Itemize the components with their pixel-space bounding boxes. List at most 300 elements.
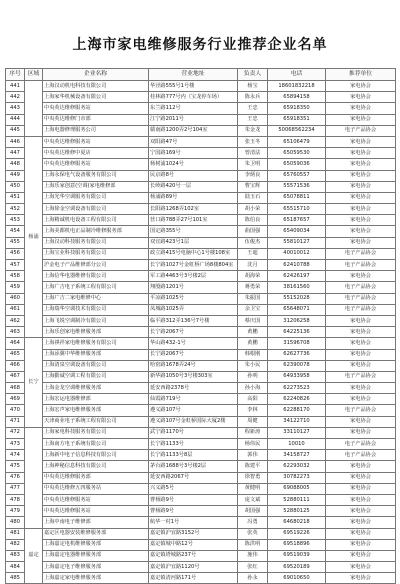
business-address: 嘉定镇清河路171号 [149, 573, 238, 584]
table-row [6, 248, 396, 259]
table-row [6, 148, 396, 159]
table-row [6, 81, 396, 92]
row-index: 470 [6, 405, 25, 416]
phone-number: 62627736 [268, 349, 326, 360]
business-address: 新华路1050号3号楼303室 [149, 371, 238, 382]
company-name: 中央英达维修服务站 [43, 494, 149, 505]
recommending-unit: 家电协会 [326, 427, 396, 438]
recommending-unit: 家电协会 [326, 528, 396, 539]
company-name: 上海徐金空调设备有限公司 [43, 204, 149, 215]
legal-representative: 朱小民 [238, 360, 268, 371]
legal-representative: 陈伯良 [238, 215, 268, 226]
table-row [6, 450, 396, 461]
table-row [6, 136, 396, 147]
recommending-unit: 家电协会 [326, 226, 396, 237]
legal-representative: 朱金龙 [238, 125, 268, 136]
table-row [6, 573, 396, 584]
recommending-unit: 电子产品协会 [326, 450, 396, 461]
row-index: 460 [6, 293, 25, 304]
company-name: 中央英达维修服务站 [43, 506, 149, 517]
company-name: 中央英达维修五四服务站 [43, 483, 149, 494]
business-address: 杨浦路89号 [149, 192, 238, 203]
table-row [6, 192, 396, 203]
recommending-unit: 电子产品协会 [326, 371, 396, 382]
company-name: 上海新中电子信息科技有限公司 [43, 450, 149, 461]
business-address: 江宁路2011号 [149, 114, 238, 125]
company-name: 上海瑞华空调技术有限公司 [43, 304, 149, 315]
business-address: 华泾路555号1号楼 [149, 81, 238, 92]
business-address: 茅台路1688号3号楼2层 [149, 461, 238, 472]
company-name: 上海精诚机电设备工程有限公司 [43, 215, 149, 226]
table-row [6, 405, 396, 416]
table-row [6, 125, 396, 136]
phone-number: 64680218 [268, 517, 326, 528]
company-name: 上海家电科技服务有限公司 [43, 427, 149, 438]
business-address: 延安西路2378号 [149, 383, 238, 394]
legal-representative: 胡国强 [238, 506, 268, 517]
legal-representative: 黄鹏 [238, 327, 268, 338]
legal-representative: 高阳 [238, 394, 268, 405]
row-index: 465 [6, 349, 25, 360]
recommending-unit: 电子产品协会 [326, 125, 396, 136]
legal-representative: 曾清法 [238, 148, 268, 159]
business-address: 国定路355号 [149, 226, 238, 237]
phone-number: 62293032 [268, 461, 326, 472]
document-title: 上海市家电维修服务行业推荐企业名单 [72, 37, 328, 53]
business-address: 平凉路1025号 [149, 293, 238, 304]
company-name: 上海南方电子系统有限公司 [43, 439, 149, 450]
recommending-unit: 家电协会 [326, 192, 396, 203]
company-name: 中央英达维修服务部 [43, 472, 149, 483]
legal-representative: 张红 [238, 562, 268, 573]
phone-number: 64225136 [268, 327, 326, 338]
phone-number: 50068562234 [268, 125, 326, 136]
business-address: 长宁路1027号金虹桥广场8楼804室 [149, 260, 238, 271]
table-row [6, 349, 396, 360]
recommending-unit: 家电协会 [326, 416, 396, 427]
legal-representative: 蔡庆国 [238, 315, 268, 326]
phone-number: 64933958 [268, 371, 326, 382]
table-row [6, 237, 396, 248]
table-row [6, 271, 396, 282]
legal-representative: 陈建平 [238, 461, 268, 472]
company-name: 中央英达维修服务站 [43, 159, 149, 170]
row-index: 457 [6, 260, 25, 271]
recommending-unit: 家电协会 [326, 360, 396, 371]
phone-number: 55810127 [268, 237, 326, 248]
business-address: 华山路432-1号 [149, 338, 238, 349]
phone-number: 55571536 [268, 181, 326, 192]
row-index: 441 [6, 81, 25, 92]
row-index: 469 [6, 394, 25, 405]
legal-representative: 沈月 [238, 260, 268, 271]
table-row [6, 383, 396, 394]
row-index: 462 [6, 315, 25, 326]
phone-number: 34122710 [268, 416, 326, 427]
phone-number: 65409034 [268, 226, 326, 237]
company-name: 上海嘉定电机维修服务部 [43, 539, 149, 550]
table-row [6, 517, 396, 528]
row-index: 451 [6, 192, 25, 203]
phone-number: 65059530 [268, 148, 326, 159]
row-index: 482 [6, 539, 25, 550]
business-address: 兴义路5号 [149, 483, 238, 494]
company-name: 中央英达维修服务站 [43, 136, 149, 147]
company-name: 上海勤诚空调工程有限公司 [43, 371, 149, 382]
phone-number: 62390078 [268, 360, 326, 371]
phone-number: 62426197 [268, 271, 326, 282]
header-recommender: 推荐单位 [326, 69, 396, 81]
business-address: 长宁路2067号 [149, 349, 238, 360]
business-address: 嘉定镇沪宜路1120号 [149, 562, 238, 573]
phone-number: 34158727 [268, 450, 326, 461]
area-cell: 杨浦 [25, 136, 43, 337]
business-address: 嘉定镇城中路12号 [149, 539, 238, 550]
table-row [6, 215, 396, 226]
company-name: 上海中南电子维修部 [43, 517, 149, 528]
company-name: 上海宏运电器维修部 [43, 394, 149, 405]
header-phone: 电话 [268, 69, 326, 81]
table-body [6, 81, 396, 584]
company-name: 上海金龙空调维修服务部 [43, 383, 149, 394]
table-row [6, 494, 396, 505]
phone-number: 65106479 [268, 136, 326, 147]
business-address: 政立路415号电脑中心1号楼108室 [149, 248, 238, 259]
table-row [6, 394, 396, 405]
recommending-unit: 家电协会 [326, 237, 396, 248]
business-address: 民京路8号 [149, 170, 238, 181]
row-index: 467 [6, 371, 25, 382]
legal-representative: 周健 [238, 416, 268, 427]
legal-representative: 冯勇 [238, 517, 268, 528]
company-name: 上海电器修理服务公司 [43, 125, 149, 136]
legal-representative: 王忠 [238, 103, 268, 114]
row-index: 453 [6, 215, 25, 226]
row-index: 452 [6, 204, 25, 215]
business-address: 宁国路169号 [149, 148, 238, 159]
legal-representative: 杨宝 [238, 81, 268, 92]
header-address: 营业地址 [149, 69, 238, 81]
table-row [6, 282, 396, 293]
recommending-unit: 电子产品协会 [326, 248, 396, 259]
header-legal-rep: 负责人 [238, 69, 268, 81]
legal-representative: 王忠 [238, 114, 268, 125]
business-address: 嘉定镇沪宜路3152号 [149, 528, 238, 539]
table-row [6, 181, 396, 192]
business-address: 长宁路1133号8层 [149, 450, 238, 461]
business-address: 长宁路2067号 [149, 327, 238, 338]
legal-representative: 王超 [238, 248, 268, 259]
row-index: 479 [6, 506, 25, 517]
recommending-unit: 家电协会 [326, 315, 396, 326]
row-index: 456 [6, 248, 25, 259]
row-index: 480 [6, 517, 25, 528]
recommending-unit: 家电协会 [326, 394, 396, 405]
row-index: 448 [6, 159, 25, 170]
phone-number: 69519039 [268, 550, 326, 561]
legal-representative: 庞文斌 [238, 494, 268, 505]
recommending-unit: 家电协会 [326, 114, 396, 125]
phone-number: 10010 [268, 439, 326, 450]
row-index: 458 [6, 271, 25, 282]
company-name: 上海美都机电正品制冷维修服务部 [43, 226, 149, 237]
legal-representative: 伍俊杰 [238, 237, 268, 248]
legal-representative: 黄健明 [238, 483, 268, 494]
legal-representative: 孙小海 [238, 383, 268, 394]
company-name: 上海嘉定电器维修服务部 [43, 550, 149, 561]
phone-number: 65648071 [268, 304, 326, 315]
business-address: 延安西路2067号 [149, 472, 238, 483]
row-index: 476 [6, 472, 25, 483]
legal-representative: 余卫宝 [238, 304, 268, 315]
legal-representative: 朱卫明 [238, 159, 268, 170]
row-index: 473 [6, 439, 25, 450]
legal-representative: 程新涛 [238, 427, 268, 438]
company-name: 上海嘉定家电维修服务部 [43, 573, 149, 584]
recommending-unit: 家电协会 [326, 550, 396, 561]
phone-number: 69518896 [268, 539, 326, 550]
recommending-unit: 家电协会 [326, 562, 396, 573]
table-row [6, 114, 396, 125]
recommending-unit: 电子产品协会 [326, 304, 396, 315]
recommending-unit: 电子产品协会 [326, 439, 396, 450]
company-name: 上海乐创家电维修服务部 [43, 327, 149, 338]
company-name: 上海飞锐空调制冷有限公司 [43, 315, 149, 326]
recommending-unit: 家电协会 [326, 461, 396, 472]
business-address: 长宁路1133号 [149, 439, 238, 450]
legal-representative: 杨伟民 [238, 439, 268, 450]
recommending-unit: 电子产品协会 [326, 405, 396, 416]
row-index: 484 [6, 562, 25, 573]
legal-representative: 张玉冬 [238, 136, 268, 147]
recommending-unit: 家电协会 [326, 573, 396, 584]
company-name: 上海神秘信息科技有限公司 [43, 461, 149, 472]
row-index: 468 [6, 383, 25, 394]
table-row [6, 506, 396, 517]
phone-number: 52880111 [268, 494, 326, 505]
area-cell: 嘉定 [25, 528, 43, 584]
company-name: 上海乐家创意(空调)家电维修部 [43, 181, 149, 192]
recommending-unit: 家电协会 [326, 136, 396, 147]
row-index: 485 [6, 573, 25, 584]
legal-representative: 孙永 [238, 573, 268, 584]
table-row [6, 461, 396, 472]
legal-representative: 胡小荣 [238, 204, 268, 215]
row-index: 459 [6, 282, 25, 293]
company-name: 上海添翼中华维修服务部 [43, 349, 149, 360]
phone-number: 65918351 [268, 114, 326, 125]
legal-representative: 陈永兵 [238, 92, 268, 103]
business-address: 遵义路107号金虹桥国际大厦2楼 [149, 416, 238, 427]
table-row [6, 539, 396, 550]
row-index: 475 [6, 461, 25, 472]
table-row [6, 562, 396, 573]
row-index: 463 [6, 327, 25, 338]
company-name: 嘉定区电器安装维修服务部 [43, 528, 149, 539]
recommending-unit: 家电协会 [326, 92, 396, 103]
phone-number: 40010012 [268, 248, 326, 259]
business-address: 凤城路1025弄 [149, 304, 238, 315]
legal-representative: 曹宝辉 [238, 181, 268, 192]
recommending-unit: 家电协会 [326, 103, 396, 114]
legal-representative: 胡海荣 [238, 271, 268, 282]
phone-number: 31596708 [268, 338, 326, 349]
phone-number: 65515710 [268, 204, 326, 215]
recommending-unit: 家电协会 [326, 170, 396, 181]
recommending-unit: 家电协会 [326, 181, 396, 192]
row-index: 477 [6, 483, 25, 494]
table-row [6, 103, 396, 114]
legal-representative: 郭伟 [238, 450, 268, 461]
legal-representative: 李炳良 [238, 170, 268, 181]
recommending-unit: 家电协会 [326, 383, 396, 394]
business-address: 临平路312弄136号7号楼 [149, 315, 238, 326]
phone-number: 65059036 [268, 159, 326, 170]
company-name: 沪金电子产品维修部分公司 [43, 260, 149, 271]
phone-number: 62240826 [268, 394, 326, 405]
company-name: 中央英达维修服务站 [43, 103, 149, 114]
phone-number: 69010650 [268, 573, 326, 584]
recommending-unit: 家电协会 [326, 539, 396, 550]
business-address: 杨树浦1024号 [149, 159, 238, 170]
business-address: 嘉定镇塔城路237号 [149, 550, 238, 561]
company-name: 上海祺祥家电维修服务有限公司 [43, 338, 149, 349]
company-name: 上海光华空调服务有限公司 [43, 192, 149, 203]
recommending-unit: 家电协会 [326, 338, 396, 349]
table-row [6, 360, 396, 371]
table-row [6, 204, 396, 215]
phone-number: 52880125 [268, 506, 326, 517]
legal-representative: 施伟 [238, 550, 268, 561]
table-row [6, 226, 396, 237]
table-header-row [6, 69, 396, 81]
recommending-unit: 电子产品协会 [326, 293, 396, 304]
recommending-unit: 电子产品协会 [326, 282, 396, 293]
legal-representative: 张英 [238, 528, 268, 539]
business-address: 双阳路47号 [149, 136, 238, 147]
legal-representative: 韩根刚 [238, 349, 268, 360]
table-row [6, 327, 396, 338]
business-address: 哈密路1678弄24号 [149, 360, 238, 371]
phone-number: 65760557 [268, 170, 326, 181]
legal-representative: 曲国强 [238, 226, 268, 237]
enterprise-table [5, 68, 396, 584]
header-company: 企业名称 [43, 69, 149, 81]
recommending-unit: 家电协会 [326, 215, 396, 226]
phone-number: 65894158 [268, 92, 326, 103]
phone-number: 62410788 [268, 260, 326, 271]
row-index: 443 [6, 103, 25, 114]
row-index: 474 [6, 450, 25, 461]
company-name: 上海宏声家电维修服务部 [43, 405, 149, 416]
table-row [6, 528, 396, 539]
recommending-unit: 家电协会 [326, 81, 396, 92]
company-name: 中央英达维修门市部 [43, 114, 149, 125]
business-address: 营口路788弄27号101室 [149, 215, 238, 226]
phone-number: 31206258 [268, 315, 326, 326]
business-address: 仙霞路719号 [149, 394, 238, 405]
phone-number: 33110127 [268, 427, 326, 438]
recommending-unit: 家电协会 [326, 483, 396, 494]
company-name: 上海永保电气设备服务有限公司 [43, 170, 149, 181]
area-cell: 长宁 [25, 338, 43, 428]
row-index: 461 [6, 304, 25, 315]
table-row [6, 338, 396, 349]
row-index: 447 [6, 148, 25, 159]
row-index: 455 [6, 237, 25, 248]
recommending-unit: 家电协会 [326, 349, 396, 360]
phone-number: 38161560 [268, 282, 326, 293]
row-index: 445 [6, 125, 25, 136]
recommending-unit: 家电协会 [326, 204, 396, 215]
recommending-unit: 家电协会 [326, 327, 396, 338]
company-name: 上海家华机械设备有限公司 [43, 92, 149, 103]
table-row [6, 260, 396, 271]
business-address: 武宁路1170号 [149, 427, 238, 438]
table-row [6, 439, 396, 450]
table-row [6, 293, 396, 304]
row-index: 483 [6, 550, 25, 561]
legal-representative: 徐智勇 [238, 472, 268, 483]
table-row [6, 159, 396, 170]
recommending-unit: 家电协会 [326, 517, 396, 528]
table-row [6, 170, 396, 181]
business-address: 东兰路112号 [149, 103, 238, 114]
company-name: 上海清泉空调设备有限公司 [43, 360, 149, 371]
phone-number: 30782273 [268, 472, 326, 483]
business-address: 翔殷路1201号 [149, 282, 238, 293]
legal-representative: 陆玉石 [238, 192, 268, 203]
business-address: 曹杨路9号 [149, 506, 238, 517]
row-index: 464 [6, 338, 25, 349]
business-address: 军工路4463号3号楼2层 [149, 271, 238, 282]
company-name: 中央英达维修中夏店 [43, 148, 149, 159]
row-index: 478 [6, 494, 25, 505]
legal-representative: 李林 [238, 405, 268, 416]
header-index: 序号 [6, 69, 25, 81]
legal-representative: 朱振国 [238, 293, 268, 304]
recommending-unit: 家电协会 [326, 472, 396, 483]
legal-representative: 蒋勇荣 [238, 282, 268, 293]
company-name: 天津商业电子系统工程有限公司 [43, 416, 149, 427]
row-index: 444 [6, 114, 25, 125]
phone-number: 55152028 [268, 293, 326, 304]
area-cell [25, 427, 43, 528]
business-address: 赣南路1200弄2号104室 [149, 125, 238, 136]
table-row [6, 550, 396, 561]
company-name: 上海汉动机电科技有限公司 [43, 81, 149, 92]
row-index: 466 [6, 360, 25, 371]
phone-number: 65187657 [268, 215, 326, 226]
legal-representative: 黄鹏 [238, 338, 268, 349]
company-name: 上海广吉电子系统工程有限公司 [43, 282, 149, 293]
business-address: 长岭路420号一层 [149, 181, 238, 192]
company-name: 上海广吉二家电维修中心 [43, 293, 149, 304]
table-row [6, 304, 396, 315]
row-index: 471 [6, 416, 25, 427]
business-address: 双宜路423号1层 [149, 237, 238, 248]
business-address: 遵义路107号 [149, 405, 238, 416]
recommending-unit: 家电协会 [326, 494, 396, 505]
recommending-unit: 电子产品协会 [326, 260, 396, 271]
row-index: 450 [6, 181, 25, 192]
business-address: 曹杨路9号 [149, 494, 238, 505]
table-row [6, 483, 396, 494]
company-name: 上海信华电器维修有限公司 [43, 271, 149, 282]
area-cell [25, 81, 43, 137]
recommending-unit: 家电协会 [326, 506, 396, 517]
business-address: 航华一村1号 [149, 517, 238, 528]
